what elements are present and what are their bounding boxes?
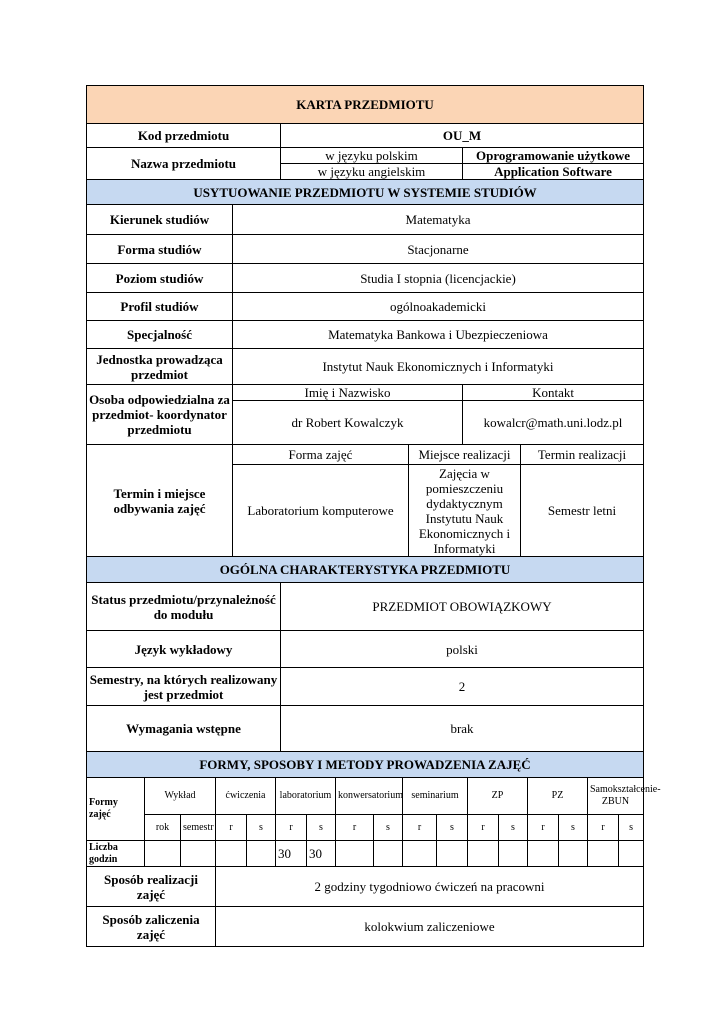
section-placement-title: USYTUOWANIE PRZEDMIOTU W SYSTEMIE STUDIÓW bbox=[87, 180, 644, 205]
placement-table bbox=[86, 179, 644, 557]
forms-table bbox=[86, 751, 661, 947]
row-label: Forma studiów bbox=[87, 235, 233, 264]
row-label: Specjalność bbox=[87, 321, 233, 349]
form-value: Laboratorium komputerowe bbox=[233, 465, 409, 557]
hours-cell: 30 bbox=[307, 841, 336, 867]
card-title: KARTA PRZEDMIOTU bbox=[87, 86, 644, 124]
row-label: Jednostka prowadząca przedmiot bbox=[87, 349, 233, 385]
section-characteristics-title: OGÓLNA CHARAKTERYSTYKA PRZEDMIOTU bbox=[87, 557, 644, 583]
name-label: Nazwa przedmiotu bbox=[87, 148, 281, 180]
sub-header: s bbox=[307, 815, 336, 841]
en-label: w języku angielskim bbox=[281, 164, 463, 180]
col-header: konwersatorium bbox=[336, 778, 403, 815]
row-value: Stacjonarne bbox=[233, 235, 644, 264]
row-value: kolokwium zaliczeniowe bbox=[216, 907, 644, 947]
hours-cell bbox=[247, 841, 276, 867]
row-value: Matematyka bbox=[233, 205, 644, 235]
term-header: Termin realizacji bbox=[521, 445, 644, 465]
hours-cell bbox=[336, 841, 374, 867]
place-value: Zajęcia w pomieszczeniu dydaktycznym Instytutu Nauk Ekonomicznych i Informatyki bbox=[409, 465, 521, 557]
sub-header: s bbox=[499, 815, 528, 841]
name-header: Imię i Nazwisko bbox=[233, 385, 463, 401]
hours-cell bbox=[181, 841, 216, 867]
row-label: Sposób realizacji zajęć bbox=[87, 867, 216, 907]
pl-value: Oprogramowanie użytkowe bbox=[463, 148, 644, 164]
sub-header: rok bbox=[145, 815, 181, 841]
sub-header: s bbox=[437, 815, 468, 841]
sub-header: s bbox=[619, 815, 644, 841]
col-header: ćwiczenia bbox=[216, 778, 276, 815]
hours-cell bbox=[588, 841, 619, 867]
col-header: seminarium bbox=[403, 778, 468, 815]
place-header: Miejsce realizacji bbox=[409, 445, 521, 465]
section-forms-title: FORMY, SPOSOBY I METODY PROWADZENIA ZAJĘĆ bbox=[87, 752, 644, 778]
row-label: Status przedmiotu/przynależność do modułu bbox=[87, 583, 281, 631]
form-header: Forma zajęć bbox=[233, 445, 409, 465]
sub-header: r bbox=[216, 815, 247, 841]
sub-header: r bbox=[468, 815, 499, 841]
hours-cell bbox=[437, 841, 468, 867]
row-label: Poziom studiów bbox=[87, 264, 233, 293]
hours-cell bbox=[528, 841, 559, 867]
sub-header: r bbox=[588, 815, 619, 841]
sub-header: r bbox=[403, 815, 437, 841]
pl-label: w języku polskim bbox=[281, 148, 463, 164]
row-value: Instytut Nauk Ekonomicznych i Informatyki bbox=[233, 349, 644, 385]
row-label: Wymagania wstępne bbox=[87, 706, 281, 752]
contact-header: Kontakt bbox=[463, 385, 644, 401]
sub-header: s bbox=[247, 815, 276, 841]
sub-header: r bbox=[528, 815, 559, 841]
row-value: brak bbox=[281, 706, 644, 752]
hours-cell bbox=[403, 841, 437, 867]
col-header: laboratorium bbox=[276, 778, 336, 815]
sub-header: r bbox=[276, 815, 307, 841]
course-card bbox=[86, 86, 661, 947]
coordinator-contact: kowalcr@math.uni.lodz.pl bbox=[463, 401, 644, 445]
sub-header: r bbox=[336, 815, 374, 841]
hours-cell bbox=[216, 841, 247, 867]
characteristics-table bbox=[86, 556, 644, 752]
col-header: Samokształcenie-ZBUN bbox=[588, 778, 644, 815]
row-label: Kierunek studiów bbox=[87, 205, 233, 235]
sub-header: semestr bbox=[181, 815, 216, 841]
hours-cell bbox=[374, 841, 403, 867]
row-label: Sposób zaliczenia zajęć bbox=[87, 907, 216, 947]
hours-cell bbox=[145, 841, 181, 867]
row-label: Język wykładowy bbox=[87, 631, 281, 668]
hours-label: Liczba godzin bbox=[87, 841, 145, 867]
col-header: ZP bbox=[468, 778, 528, 815]
code-value: OU_M bbox=[281, 124, 644, 148]
row-value: ogólnoakademicki bbox=[233, 293, 644, 321]
forms-label: Formy zajęć bbox=[87, 778, 145, 841]
hours-cell bbox=[619, 841, 644, 867]
hours-cell: 30 bbox=[276, 841, 307, 867]
row-label: Profil studiów bbox=[87, 293, 233, 321]
row-value: 2 bbox=[281, 668, 644, 706]
coordinator-label: Osoba odpowiedzialna za przedmiot- koordynator przedmiotu bbox=[87, 385, 233, 445]
hours-cell bbox=[559, 841, 588, 867]
code-label: Kod przedmiotu bbox=[87, 124, 281, 148]
sub-header: s bbox=[559, 815, 588, 841]
col-header: PZ bbox=[528, 778, 588, 815]
row-value: PRZEDMIOT OBOWIĄZKOWY bbox=[281, 583, 644, 631]
row-value: 2 godziny tygodniowo ćwiczeń na pracowni bbox=[216, 867, 644, 907]
row-value: polski bbox=[281, 631, 644, 668]
col-header: Wykład bbox=[145, 778, 216, 815]
row-value: Studia I stopnia (licencjackie) bbox=[233, 264, 644, 293]
en-value: Application Software bbox=[463, 164, 644, 180]
hours-cell bbox=[468, 841, 499, 867]
subject-table bbox=[86, 85, 644, 180]
schedule-label: Termin i miejsce odbywania zajęć bbox=[87, 445, 233, 557]
coordinator-name: dr Robert Kowalczyk bbox=[233, 401, 463, 445]
sub-header: s bbox=[374, 815, 403, 841]
row-value: Matematyka Bankowa i Ubezpieczeniowa bbox=[233, 321, 644, 349]
row-label: Semestry, na których realizowany jest przedmiot bbox=[87, 668, 281, 706]
hours-cell bbox=[499, 841, 528, 867]
term-value: Semestr letni bbox=[521, 465, 644, 557]
